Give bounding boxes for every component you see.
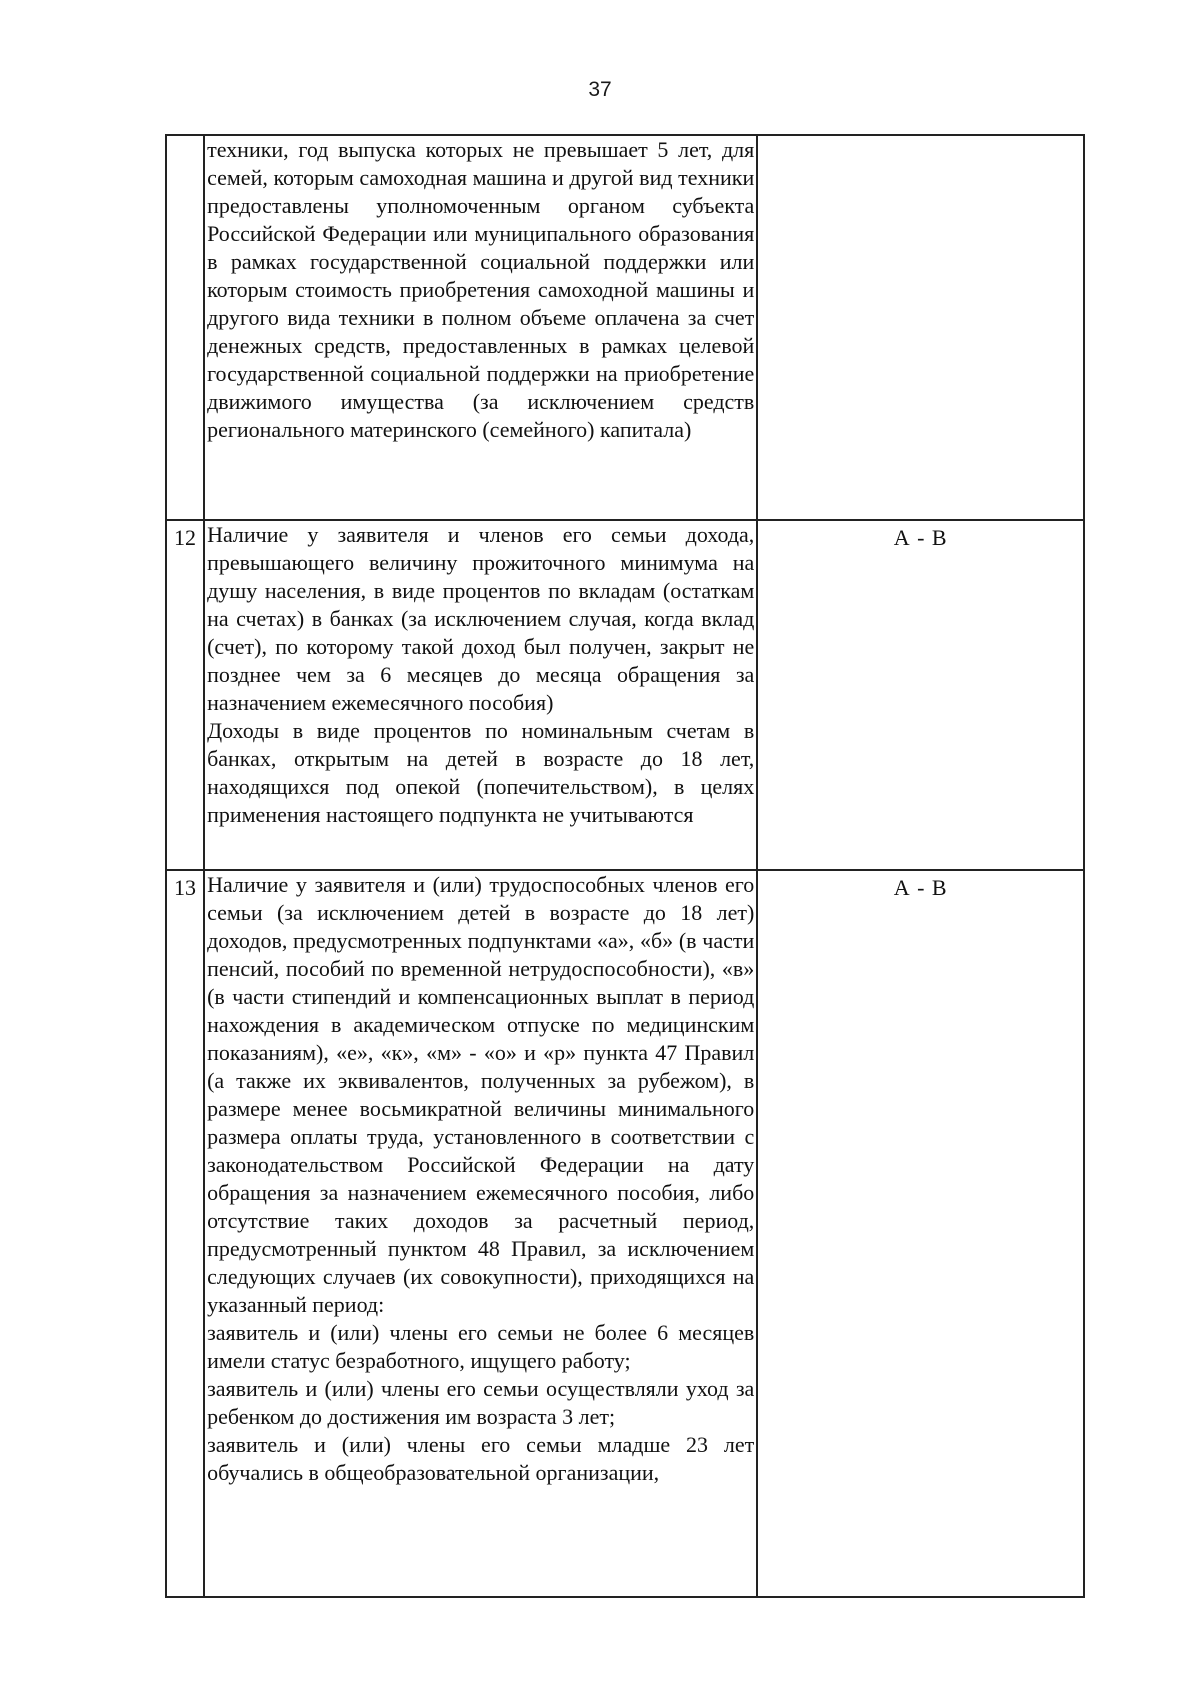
row-paragraph: Доходы в виде процентов по номинальным счетам в банках, открытым на детей в возрасте до 18 лет, находящихся под опекой (попечительством), в целях применения настоящего подпункта не учитываются: [207, 718, 755, 827]
row-number: [166, 135, 204, 520]
row-paragraph: Наличие у заявителя и (или) трудоспособных членов его семьи (за исключением детей в возрасте до 18 лет) доходов, предусмотренных подпунктами «а», «б» (в части пенсий, пособий по временной нетрудоспособности), «в» (в части стипендий и компенсационных выплат в период нахождения в академическом отпуске по медицинским показаниям), «е», «к», «м» - «о» и «р» пункта 47 Правил (а также их эквивалентов, полученных за рубежом), в размере менее восьмикратной величины минимального размера оплаты труда, установленного в соответствии с законодательством Российской Федерации на дату обращения за назначением ежемесячного пособия, либо отсутствие таких доходов за расчетный период, предусмотренный пунктом 48 Правил, за исключением следующих случаев (их совокупности), приходящихся на указанный период:: [207, 872, 755, 1317]
page-number: 37: [588, 78, 612, 101]
row-paragraph: заявитель и (или) члены его семьи не более 6 месяцев имели статус безработного, ищущего работу;: [207, 1320, 755, 1373]
row-paragraph: техники, год выпуска которых не превышает 5 лет, для семей, которым самоходная машина и другой вид техники предоставлены уполномоченным органом субъекта Российской Федерации или муниципального образования в рамках государственной социальной поддержки или которым стоимость приобретения самоходной машины и другого вида техники в полном объеме оплачена за счет денежных средств, предоставленных в рамках целевой государственной социальной поддержки на приобретение движимого имущества (за исключением средств регионального материнского (семейного) капитала): [207, 137, 755, 442]
row-value: [757, 135, 1084, 520]
table-row: [166, 870, 1084, 1597]
row-number: 13: [166, 870, 204, 1597]
row-value: А - В: [757, 520, 1084, 870]
row-text: [204, 135, 757, 520]
criteria-table: [165, 134, 1085, 1598]
row-text: [204, 520, 757, 870]
row-paragraph: Наличие у заявителя и членов его семьи дохода, превышающего величину прожиточного минимума на душу населения, в виде процентов по вкладам (остаткам на счетах) в банках (за исключением случая, когда вклад (счет), по которому такой доход был получен, закрыт не позднее чем за 6 месяцев до месяца обращения за назначением ежемесячного пособия): [207, 522, 755, 715]
row-paragraph: заявитель и (или) члены его семьи младше 23 лет обучались в общеобразовательной организации,: [207, 1432, 755, 1485]
row-number: 12: [166, 520, 204, 870]
table-row: [166, 135, 1084, 520]
row-value: А - В: [757, 870, 1084, 1597]
table-row: [166, 520, 1084, 870]
row-paragraph: заявитель и (или) члены его семьи осуществляли уход за ребенком до достижения им возраста 3 лет;: [207, 1376, 755, 1429]
row-text: [204, 870, 757, 1597]
